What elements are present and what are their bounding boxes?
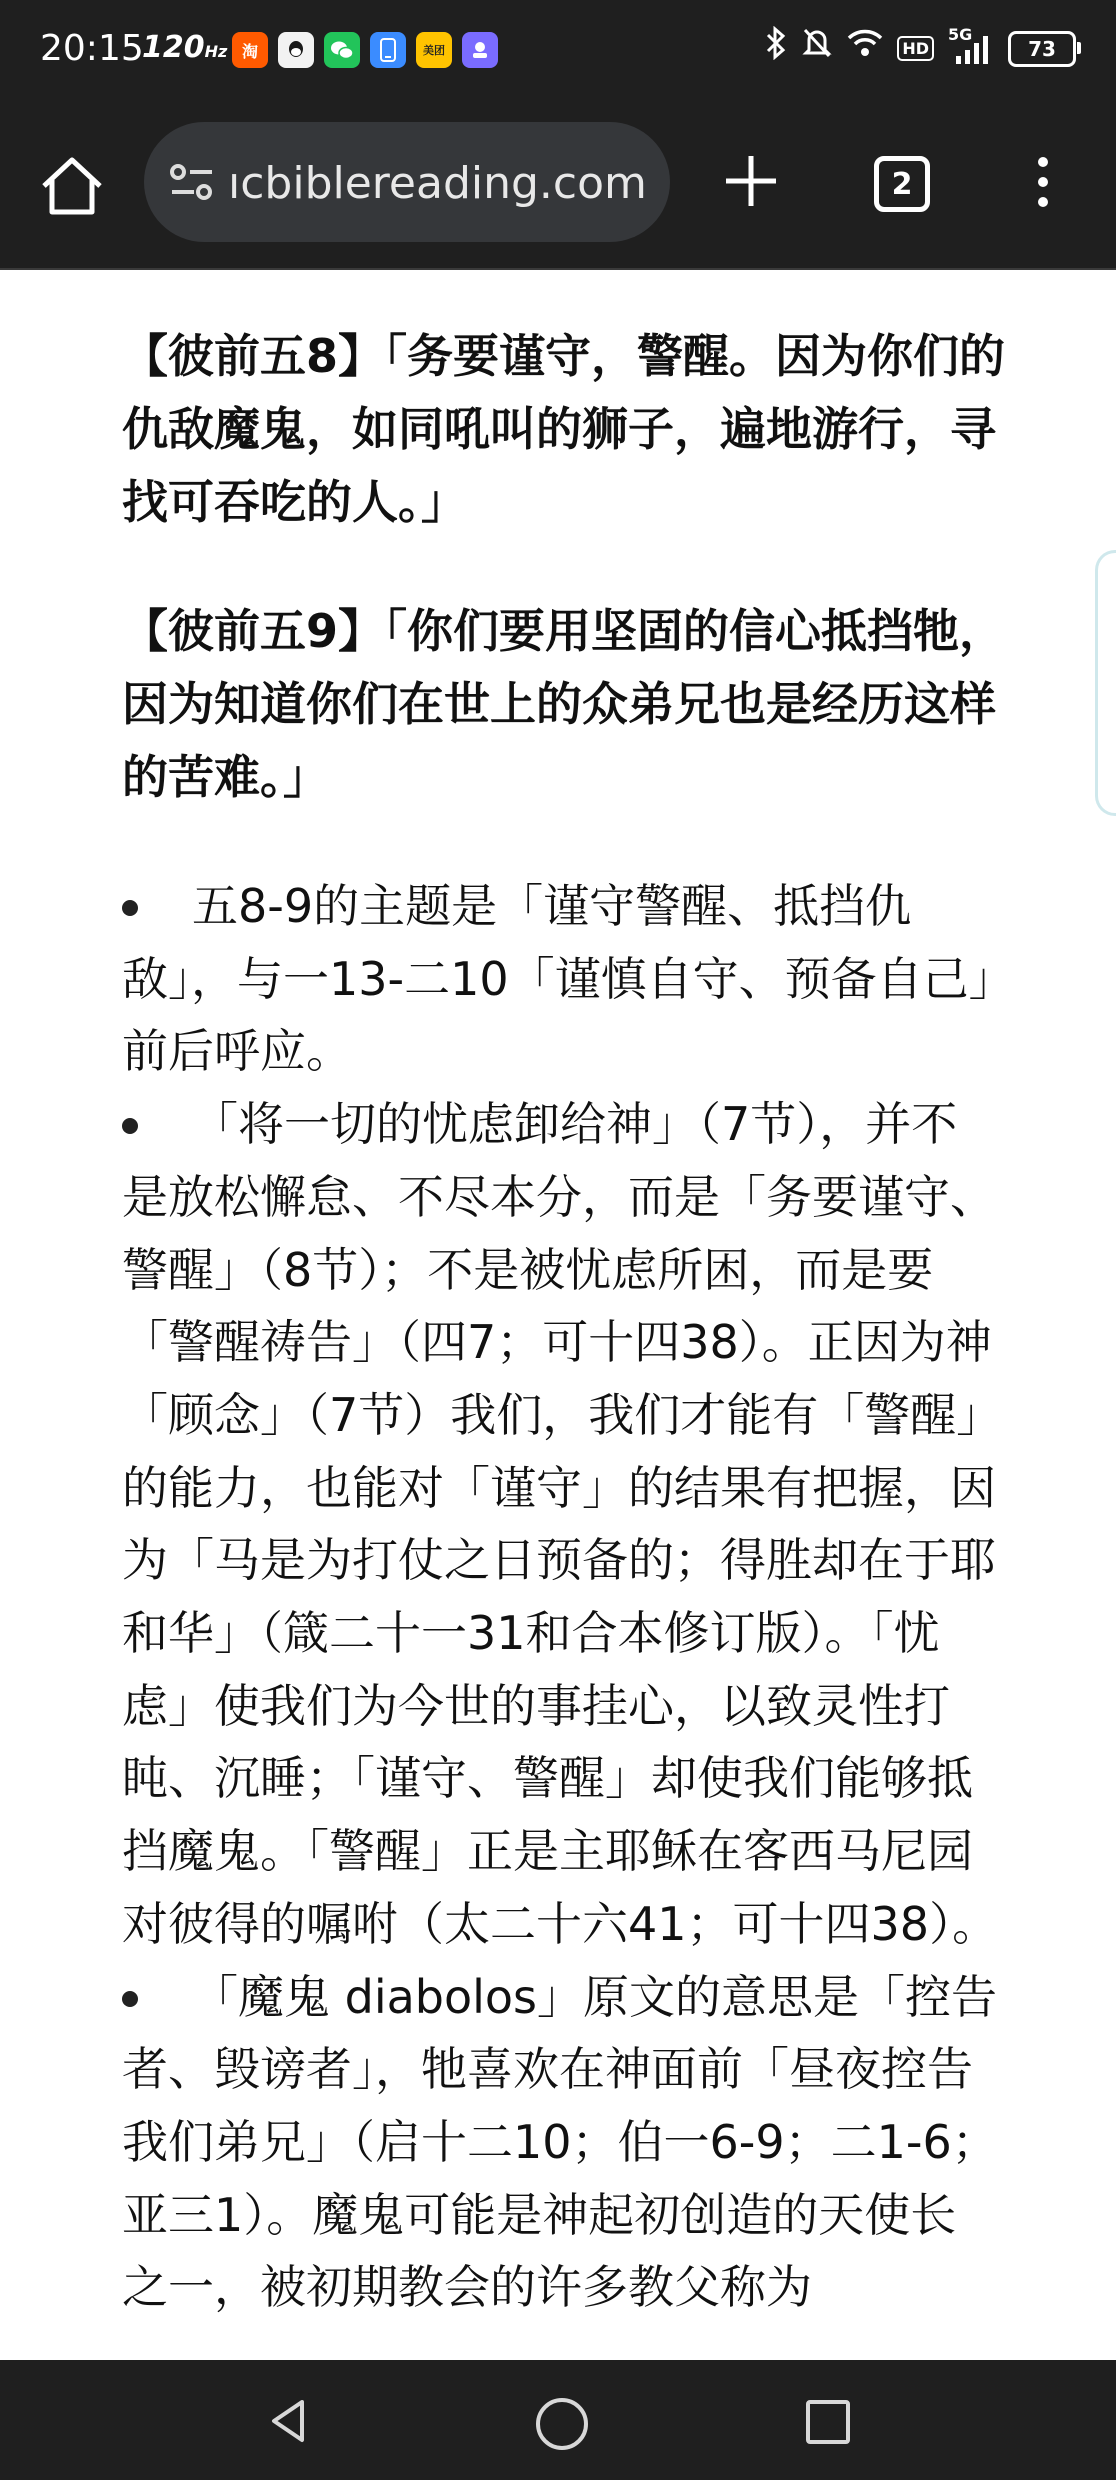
more-menu-icon[interactable] [1026, 154, 1060, 210]
hd-badge: HD [897, 36, 934, 61]
app-icon [462, 32, 498, 68]
system-navigation-bar [0, 2360, 1116, 2480]
mute-bell-icon [801, 26, 833, 71]
verse-paragraph: 【彼前五9】「你们要用坚固的信心抵挡牠，因为知道你们在世上的众弟兄也是经历这样的苦难。」 [122, 604, 1006, 804]
refresh-rate [142, 30, 227, 65]
page-content[interactable] [0, 270, 1116, 2360]
meituan-icon: 美团 [416, 32, 452, 68]
home-circle-icon[interactable] [536, 2398, 588, 2450]
list-item [122, 870, 1002, 1088]
bullet-dot [122, 900, 138, 916]
qq-icon [278, 32, 314, 68]
address-bar[interactable] [144, 122, 670, 242]
wifi-icon [847, 28, 883, 69]
status-time: 20:15 [40, 28, 144, 69]
taobao-icon: 淘 [232, 32, 268, 68]
refresh-rate-value: 120 [142, 30, 205, 65]
home-icon[interactable] [38, 152, 106, 220]
signal-icon [948, 24, 994, 66]
site-settings-icon[interactable] [170, 162, 214, 202]
bluetooth-icon [765, 26, 787, 71]
commentary-list [122, 870, 1002, 2324]
list-item [122, 1088, 1002, 1960]
new-tab-plus-icon[interactable] [722, 152, 780, 210]
verse-paragraph: 【彼前五8】「务要谨守，警醒。因为你们的仇敌魔鬼，如同吼叫的狮子，遍地游行，寻找可吞吃的人。」 [122, 329, 1006, 529]
wechat-icon [324, 32, 360, 68]
tab-switcher-button[interactable]: 2 [874, 156, 930, 212]
list-item-text: 「将一切的忧虑卸给神」（7节），并不是放松懈怠、不尽本分，而是「务要谨守、警醒」（8节）；不是被忧虑所困，而是要「警醒祷告」（四7；可十四38）。正因为神「顾念」（7节）我们，我们才能有「警醒」的能力，也能对「谨守」的结果有把握，因为「马是为打仗之日预备的；得胜却在于耶和华」（箴二十一31和合本修订版）。「忧虑」使我们为今世的事挂心，以致灵性打盹、沉睡；「谨守、警醒」却使我们能够抵挡魔鬼。「警醒」正是主耶稣在客西马尼园对彼得的嘱咐（太二十六41；可十四38）。 [122, 1097, 999, 1951]
back-icon[interactable] [268, 2398, 308, 2444]
phone-manager-icon [370, 32, 406, 68]
list-item-text: 「魔鬼 diabolos」原文的意思是「控告者、毁谤者」，牠喜欢在神面前「昼夜控告我们弟兄」（启十二10；伯一6-9；二1-6；亚三1）。魔鬼可能是神起初创造的天使长之一，被初期教会的许多教父称为 [122, 1969, 998, 2315]
bullet-dot [122, 1118, 138, 1134]
battery-icon: 73 [1008, 31, 1076, 67]
list-item-text: 五8-9的主题是「谨守警醒、抵挡仇敌」，与一13-二10「谨慎自守、预备自己」前后呼应。 [122, 879, 992, 1079]
list-item [122, 1961, 1002, 2325]
system-status-icons [765, 26, 1076, 71]
recent-apps-icon[interactable] [806, 2400, 850, 2444]
refresh-rate-unit: Hz [204, 42, 228, 61]
notification-icons [232, 32, 498, 68]
url-text[interactable]: ıcbiblereading.com [228, 158, 647, 209]
edge-panel-handle[interactable] [1095, 550, 1116, 816]
network-type: 5G [948, 24, 973, 44]
status-bar [0, 0, 1116, 100]
browser-toolbar [0, 100, 1116, 270]
bullet-dot [122, 1991, 138, 2007]
